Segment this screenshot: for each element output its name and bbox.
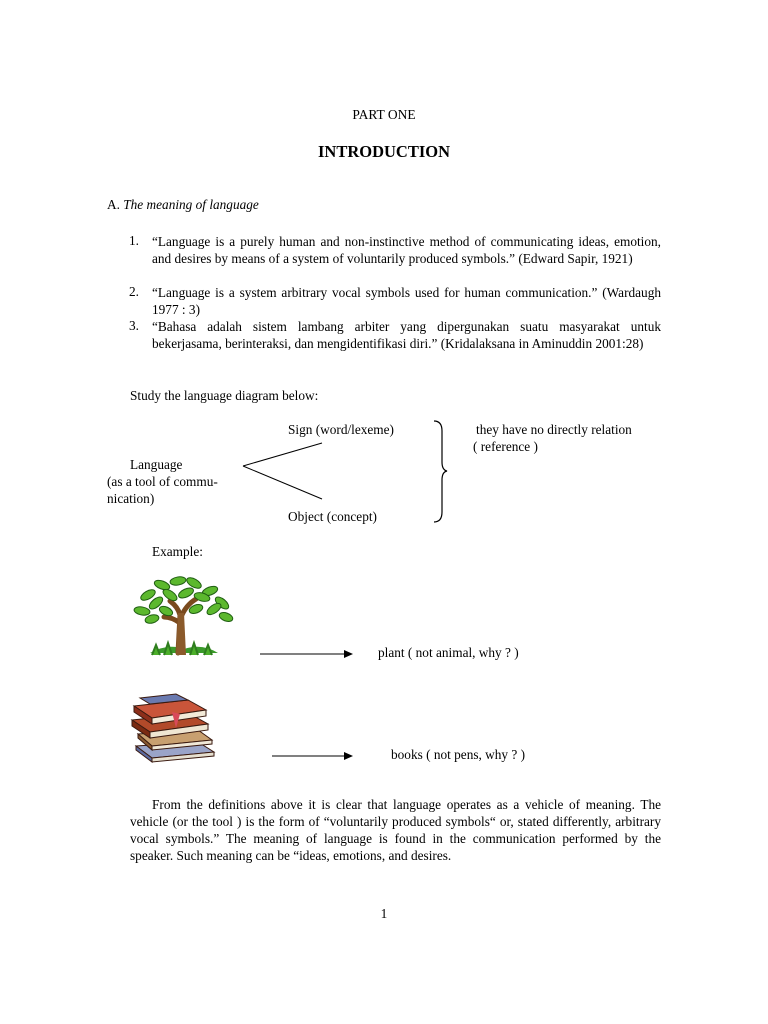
arrow-icon bbox=[270, 749, 354, 763]
diagram-intro: Study the language diagram below: bbox=[130, 388, 319, 403]
object-label: Object (concept) bbox=[288, 509, 377, 524]
example-label: Example: bbox=[152, 544, 203, 559]
books-icon bbox=[128, 692, 220, 764]
list-item: “Language is a system arbitrary vocal symbols used for human communication.” (Wardaugh 1977 : 3) bbox=[152, 285, 661, 317]
branch-line-upper bbox=[243, 443, 322, 466]
body-paragraph bbox=[130, 796, 661, 864]
list-item: “Bahasa adalah sistem lambang arbiter yang dipergunakan suatu masyarakat untuk bekerjasama, berinteraksi, dan mengidentifikasi diri.” (Kridalaksana in Aminuddin 2001:28) bbox=[152, 319, 661, 351]
list-number: 3. bbox=[129, 318, 139, 333]
relation-label: they have no directly relation bbox=[476, 422, 632, 437]
section-title: The meaning of language bbox=[123, 197, 259, 212]
list-item: “Language is a purely human and non-instinctive method of communicating ideas, emotion, and desires by means of a system of voluntarily produced symbols.” (Edward Sapir, 1921) bbox=[152, 234, 661, 266]
part-heading: PART ONE bbox=[352, 107, 416, 122]
reference-label: ( reference ) bbox=[473, 439, 538, 454]
branch-line-lower bbox=[243, 466, 322, 499]
brace-icon bbox=[434, 421, 447, 522]
tree-icon bbox=[128, 573, 236, 661]
sign-label: Sign (word/lexeme) bbox=[288, 422, 394, 437]
list-number: 2. bbox=[129, 284, 139, 299]
section-label: A. bbox=[107, 197, 120, 212]
language-desc-line1: (as a tool of commu- bbox=[107, 474, 218, 489]
page-number: 1 bbox=[380, 906, 388, 921]
list-number: 1. bbox=[129, 233, 139, 248]
arrow-icon bbox=[258, 647, 354, 661]
example-plant-text: plant ( not animal, why ? ) bbox=[378, 645, 519, 660]
paragraph-text: From the definitions above it is clear that language operates as a vehicle of meaning. The vehicle (or the tool ) is the form of “voluntarily produced symbols“ or, stated differently, arbitrary vocal symbols.” The meaning of language is found in the communication performed by the speaker. Such meaning can be “ideas, emotions, and desires. bbox=[130, 797, 661, 863]
example-books-text: books ( not pens, why ? ) bbox=[391, 747, 526, 762]
page-title: INTRODUCTION bbox=[317, 142, 451, 161]
language-label: Language bbox=[130, 457, 183, 472]
language-desc-line2: nication) bbox=[107, 491, 155, 506]
